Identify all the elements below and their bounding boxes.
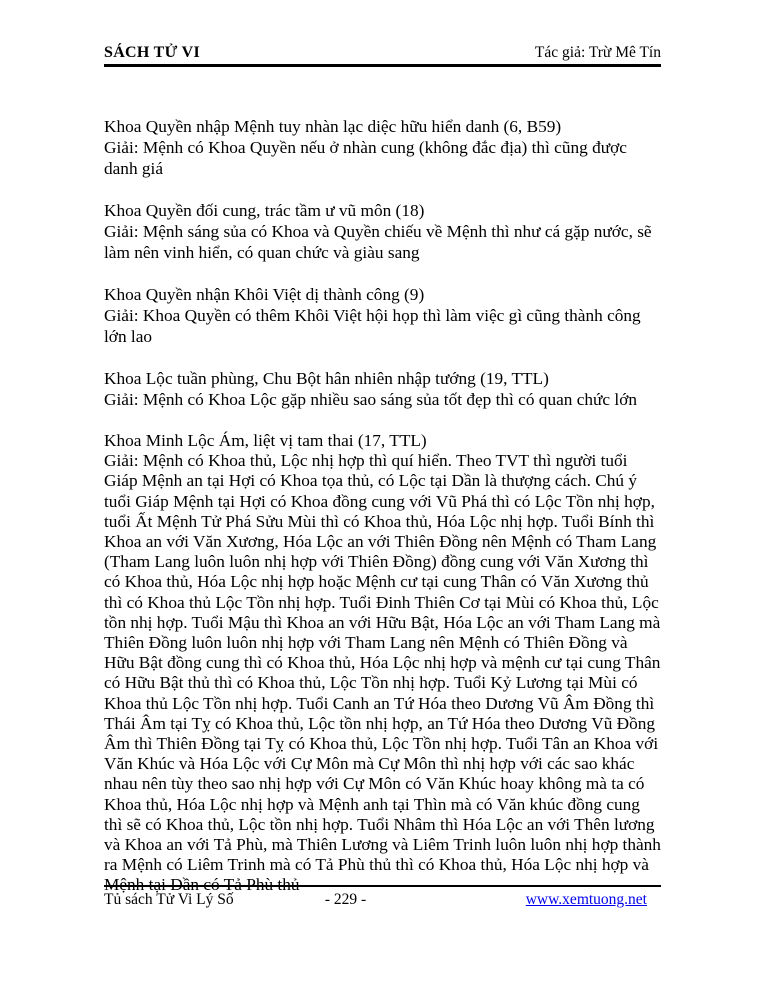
rule-section bbox=[104, 284, 661, 347]
author-credit: Tác giả: Trừ Mê Tín bbox=[534, 44, 661, 61]
document-page bbox=[104, 44, 661, 896]
rule-section bbox=[104, 200, 661, 263]
page-number: - 229 - bbox=[324, 891, 367, 908]
rule-heading: Khoa Lộc tuần phùng, Chu Bột hân nhiên nhập tướng (19, TTL) bbox=[104, 369, 549, 388]
rule-heading: Khoa Quyền nhập Mệnh tuy nhàn lạc diệc hữu hiển danh (6, B59) bbox=[104, 117, 562, 136]
rule-explanation: Giải: Mệnh có Khoa Lộc gặp nhiều sao sáng sủa tốt đẹp thì có quan chức lớn bbox=[104, 390, 637, 409]
rule-explanation: Giải: Mệnh sáng sủa có Khoa và Quyền chiếu về Mệnh thì như cá gặp nước, sẽ làm nên vinh hiển, có quan chức và giàu sang bbox=[104, 222, 652, 262]
rule-section bbox=[104, 431, 661, 896]
rule-heading: Khoa Quyền đối cung, trác tầm ư vũ môn (18) bbox=[104, 201, 425, 220]
rule-explanation: Giải: Khoa Quyền có thêm Khôi Việt hội họp thì làm việc gì cũng thành công lớn lao bbox=[104, 306, 641, 346]
rule-section bbox=[104, 368, 661, 410]
page-header bbox=[104, 44, 661, 67]
rule-heading: Khoa Minh Lộc Ám, liệt vị tam thai (17, TTL) bbox=[104, 431, 427, 450]
rule-explanation: Giải: Mệnh có Khoa thủ, Lộc nhị hợp thì quí hiển. Theo TVT thì người tuổi Giáp Mệnh an tại Hợi có Khoa tọa thủ, có Lộc tại Dần là thượng cách. Chú ý tuổi Giáp Mệnh tại Hợi có Khoa đồng cung với Vũ Phá thì có Lộc Tồn nhị hợp, tuổi Ất Mệnh Tử Phá Sửu Mùi thì có Khoa thủ, Hóa Lộc nhị hợp. Tuổi Bính thì Khoa an với Văn Xương, Hóa Lộc an với Thiên Đồng nên Mệnh có Tham Lang (Tham Lang luôn luôn nhị hợp với Thiên Đồng) đồng cung với Văn Xương thì có Khoa thủ, Hóa Lộc nhị hợp hoặc Mệnh cư tại cung Thân có Văn Xương thủ thì có Khoa thủ Lộc Tồn nhị hợp. Tuổi Đinh Thiên Cơ tại Mùi có Khoa thủ, Lộc tồn nhị hợp. Tuổi Mậu thì Khoa an với Hữu Bật, Hóa Lộc an với Tham Lang mà Thiên Đồng luôn luôn nhị hợp với Tham Lang nên Mệnh có Thiên Đồng và Hữu Bật đồng cung thì có Khoa thủ, Hóa Lộc nhị hợp và mệnh cư tại cung Thân có Hữu Bật thủ thì có Khoa thủ, Lộc Tồn nhị hợp. Tuổi Kỷ Lương tại Mùi có Khoa thủ Lộc Tồn nhị hợp. Tuổi Canh an Tứ Hóa theo Dương Vũ Âm Đồng thì Thái Âm tại Tỵ có Khoa thủ, Lộc tồn nhị hợp, an Tứ Hóa theo Dương Vũ Đồng Âm thì Thiên Đồng tại Tỵ có Khoa thủ, Lộc Tồn nhị hợp. Tuổi Tân an Khoa với Văn Khúc và Hóa Lộc với Cự Môn mà Cự Môn thì nhị hợp với các sao khác nhau nên tùy theo sao nhị hợp với Cự Môn có Văn Khúc hoay không mà ta có Khoa thủ, Hóa Lộc nhị hợp và Mệnh anh tại Thìn mà có Văn khúc đồng cung thì sẽ có Khoa thủ, Lộc tồn nhị hợp. Tuổi Nhâm thì Hóa Lộc an với Thên lương và Khoa an với Tả Phù, mà Thiên Lương và Liêm Trinh luôn luôn nhị hợp thành ra Mệnh có Liêm Trinh mà có Tả Phù thủ thì có Khoa thủ, Hóa Lộc nhị hợp và Mệnh tại Dần có Tả Phù thủ bbox=[104, 451, 661, 895]
page-content bbox=[104, 116, 661, 896]
rule-explanation: Giải: Mệnh có Khoa Quyền nếu ở nhàn cung (không đắc địa) thì cũng được danh giá bbox=[104, 138, 627, 178]
rule-section bbox=[104, 116, 661, 179]
rule-heading: Khoa Quyền nhận Khôi Việt dị thành công (9) bbox=[104, 285, 425, 304]
footer-series-title: Tủ sách Tử Vi Lý Số bbox=[104, 891, 234, 908]
website-link[interactable]: www.xemtuong.net bbox=[525, 891, 647, 908]
page-footer bbox=[104, 885, 661, 909]
book-title: SÁCH TỬ VI bbox=[104, 44, 201, 61]
